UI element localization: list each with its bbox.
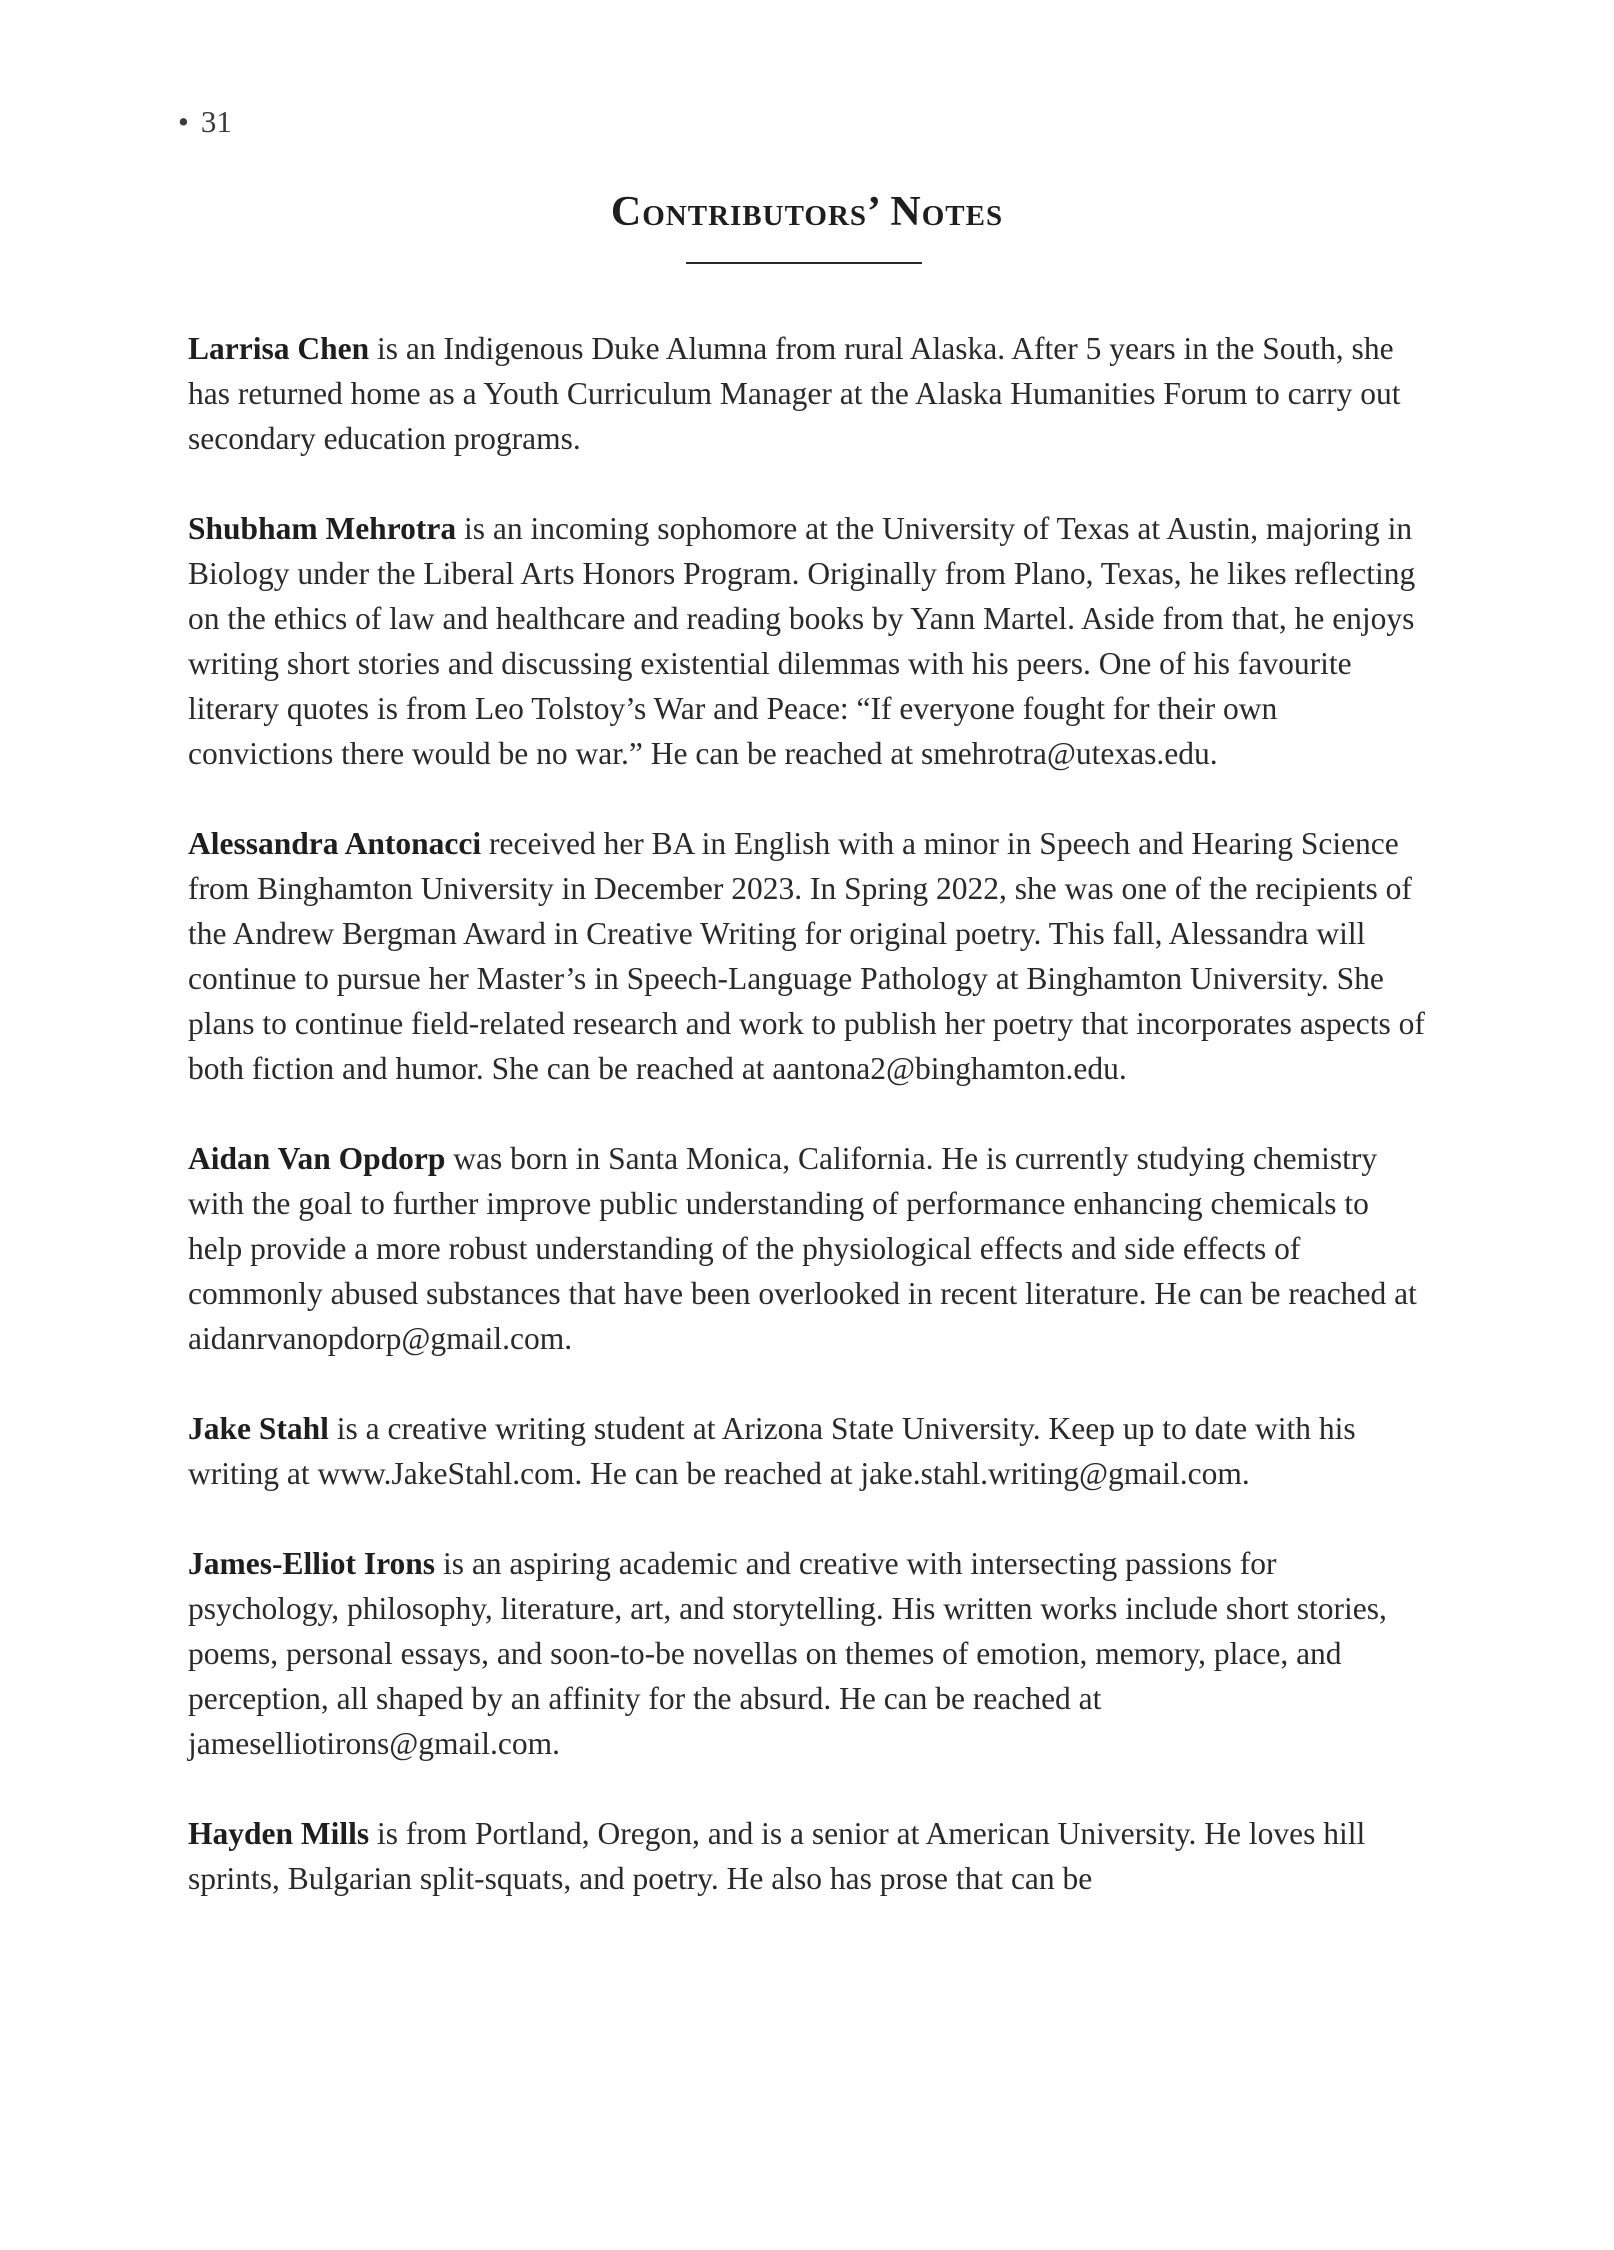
page-number-value: 31 <box>200 104 232 139</box>
contributor-bio: is an Indigenous Duke Alumna from rural Alaska. After 5 years in the South, she has returned home as a Youth Curriculum Manager at the Alaska Humanities Forum to carry out secondary education programs. <box>188 331 1401 456</box>
contributor-note <box>188 326 1428 461</box>
contributors-notes-list <box>188 326 1428 1946</box>
contributor-bio: was born in Santa Monica, California. He is currently studying chemistry with the goal to further improve public understanding of performance enhancing chemicals to help provide a more robust understanding of the physiological effects and side effects of commonly abused substances that have been overlooked in recent literature. He can be reached at aidanrvanopdorp@gmail.com. <box>188 1141 1417 1356</box>
contributor-name: Shubham Mehrotra <box>188 511 457 546</box>
contributor-bio: is a creative writing student at Arizona State University. Keep up to date with his writing at www.JakeStahl.com. He can be reached at jake.stahl.writing@gmail.com. <box>188 1411 1356 1491</box>
title-underline <box>686 262 922 264</box>
contributor-note <box>188 821 1428 1091</box>
contributor-bio: is an aspiring academic and creative with intersecting passions for psychology, philosophy, literature, art, and storytelling. His written works include short stories, poems, personal essays, and soon-to-be novellas on themes of emotion, memory, place, and perception, all shaped by an affinity for the absurd. He can be reached at jameselliotirons@gmail.com. <box>188 1546 1387 1761</box>
contributor-name: Aidan Van Opdorp <box>188 1141 446 1176</box>
contributor-note <box>188 1541 1428 1766</box>
contributor-note <box>188 1811 1428 1901</box>
page-title: Contributors’ Notes <box>610 189 1004 235</box>
contributor-note <box>188 1136 1428 1361</box>
page-number <box>178 104 232 140</box>
contributor-bio: is an incoming sophomore at the University of Texas at Austin, majoring in Biology under the Liberal Arts Honors Program. Originally from Plano, Texas, he likes reflecting on the ethics of law and healthcare and reading books by Yann Martel. Aside from that, he enjoys writing short stories and discussing existential dilemmas with his peers. One of his favourite literary quotes is from Leo Tolstoy’s War and Peace: “If everyone fought for their own convictions there would be no war.” He can be reached at smehrotra@utexas.edu. <box>188 511 1416 771</box>
page-number-bullet: • <box>178 104 189 139</box>
contributor-name: Hayden Mills <box>188 1816 370 1851</box>
contributor-bio: is from Portland, Oregon, and is a senior at American University. He loves hill sprints, Bulgarian split-squats, and poetry. He also has prose that can be <box>188 1816 1366 1896</box>
contributor-name: Alessandra Antonacci <box>188 826 482 861</box>
contributor-bio: received her BA in English with a minor in Speech and Hearing Science from Binghamton University in December 2023. In Spring 2022, she was one of the recipients of the Andrew Bergman Award in Creative Writing for original poetry. This fall, Alessandra will continue to pursue her Master’s in Speech-Language Pathology at Binghamton University. She plans to continue field-related research and work to publish her poetry that incorporates aspects of both fiction and humor. She can be reached at aantona2@binghamton.edu. <box>188 826 1425 1086</box>
contributor-name: James-Elliot Irons <box>188 1546 436 1581</box>
contributor-note <box>188 506 1428 776</box>
contributor-name: Larrisa Chen <box>188 331 370 366</box>
contributor-name: Jake Stahl <box>188 1411 329 1446</box>
contributor-note <box>188 1406 1428 1496</box>
